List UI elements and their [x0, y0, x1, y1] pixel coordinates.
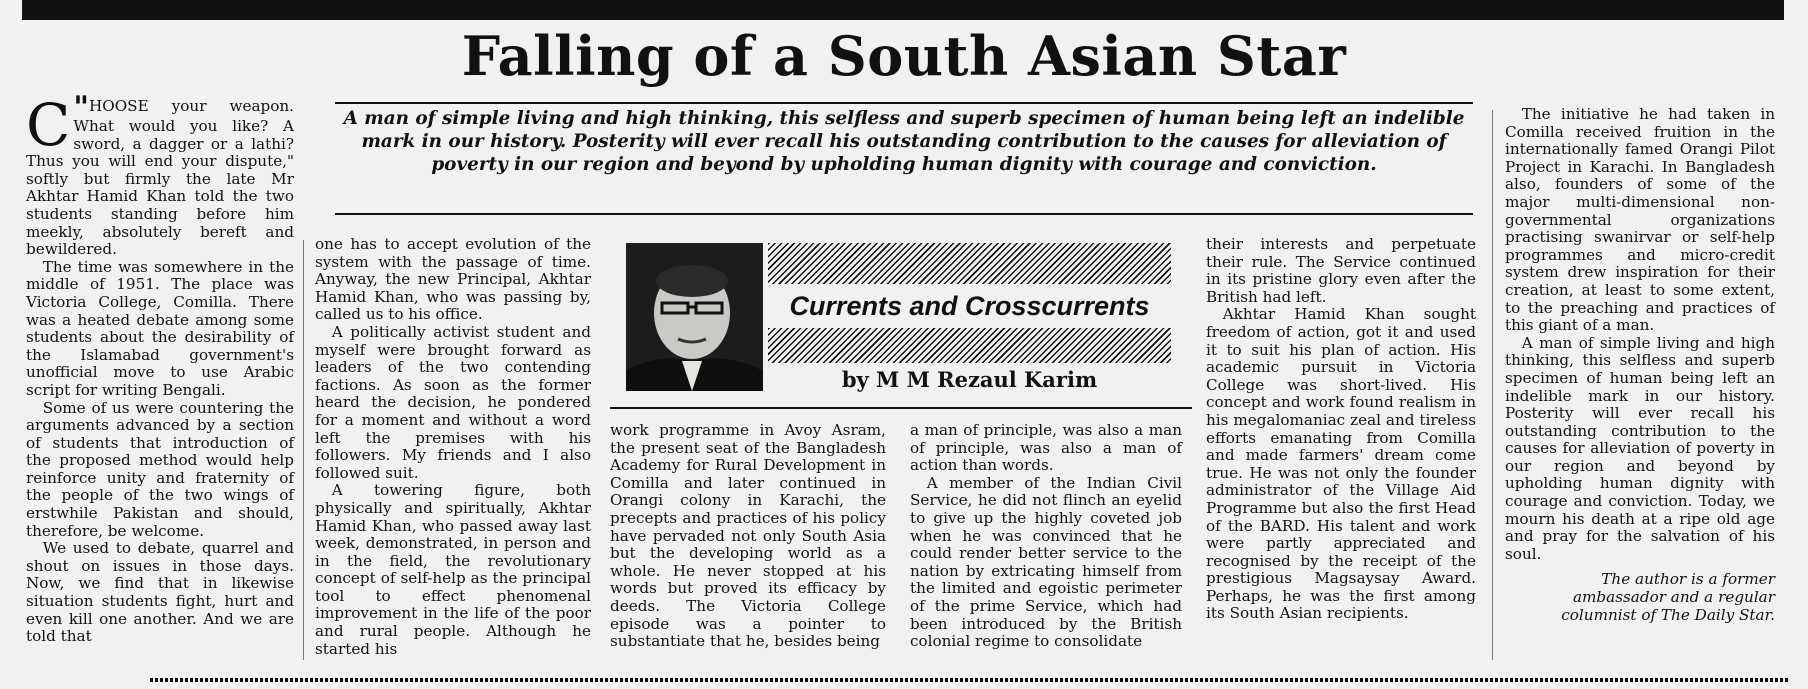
- col5-p2: Akhtar Hamid Khan sought freedom of action, got it and used it to suit his plan of action. His academic pursuit in Victoria College was short-lived. His concept and work found realism in his megalomaniac zeal and tireless efforts emanating from Comilla and made farmers' dream come true. He was not only the founder administrator of the Village Aid Programme but also the first Head of the BARD. His talent and work were partly appreciated and recognised by the receipt of the prestigious Magsaysay Award. Perhaps, he was the first among its South Asian recipients.: [1206, 305, 1476, 623]
- col1-p3: Some of us were countering the arguments advanced by a section of students that introduction of the proposed method would help reinforce unity and fraternity of the people of the two wings of erstwhile Pakistan and should, therefore, be welcome.: [26, 398, 294, 540]
- bottom-dotted-border: [150, 678, 1790, 682]
- column-logo-hatch-top: [768, 243, 1171, 284]
- col1-p2: The time was somewhere in the middle of 1951. The place was Victoria College, Comilla. There was a heated debate among some students about the desirability of the Islamabad government's unofficial move to use Arabic script for writing Bengali.: [26, 257, 294, 399]
- drop-cap: C: [26, 91, 71, 159]
- intro-deck: A man of simple living and high thinking, this selfless and superb specimen of human being left an indelible mark in our history. Posterity will ever recall his outstanding contribution to the causes for alleviation of poverty in our region and beyond by upholding human dignity with courage and conviction.: [343, 108, 1465, 175]
- col2-p1: one has to accept evolution of the system with the passage of time. Anyway, the new Principal, Akhtar Hamid Khan, who was passing by, called us to his office.: [315, 235, 591, 324]
- author-portrait-image: [626, 243, 763, 391]
- column-divider: [1492, 110, 1493, 660]
- top-border-bar: [22, 0, 1784, 20]
- col4-p1: a man of principle, was also a man of principle, was also a man of action than words.: [910, 421, 1182, 475]
- open-quote: ": [73, 90, 90, 125]
- article-column-5: [1206, 236, 1476, 623]
- col1-p4: We used to debate, quarrel and shout on issues in those days. Now, we find that in likewise situation students fight, hurt and even kill one another. And we are told that: [26, 539, 294, 646]
- column-title: Currents and Crosscurrents: [768, 284, 1171, 328]
- col5-p1: their interests and perpetuate their rule. The Service continued in its pristine glory even after the British had left.: [1206, 235, 1476, 306]
- col1-p1: HOOSE your weapon. What would you like? A sword, a dagger or a lathi? Thus you will end your dispute," softly but firmly the late Mr Akhtar Hamid Khan told the two students standing before him meekly, absolutely bereft and bewildered.: [26, 97, 294, 259]
- article-column-3: [610, 422, 886, 651]
- article-column-4: [910, 422, 1182, 651]
- article-column-6: [1505, 106, 1775, 624]
- byline-rule: [610, 407, 1192, 409]
- article-column-2: [315, 236, 591, 658]
- column-logo-hatch-bottom: [768, 328, 1171, 363]
- author-note: The author is a former ambassador and a regular columnist of The Daily Star.: [1561, 570, 1775, 624]
- col2-p3: A towering figure, both physically and spiritually, Akhtar Hamid Khan, who passed away last week, demonstrated, in person and in the field, the revolutionary concept of self-help as the principal tool to effect phenomenal improvement in the life of the poor and rural people. Although he started his: [315, 481, 591, 658]
- col3-p1: work programme in Avoy Asram, the present seat of the Bangladesh Academy for Rural Development in Comilla and later continued in Orangi colony in Karachi, the precepts and practices of his policy have pervaded not only South Asia but the developing world as a whole. He never stopped at his words but proved its efficacy by deeds. The Victoria College episode was a pointer to substantiate that he, besides being: [610, 421, 886, 651]
- col6-p1: The initiative he had taken in Comilla received fruition in the internationally famed Orangi Pilot Project in Karachi. In Bangladesh also, founders of some of the major multi-dimensional non-governmental organizations practising swanirvar or self-help programmes and micro-credit system drew inspiration for their creation, at least to some extent, to the preaching and practices of this giant of a man.: [1505, 105, 1775, 335]
- intro-top-rule: [335, 102, 1473, 104]
- col2-p2: A politically activist student and myself were brought forward as leaders of the two contending factions. As soon as the former heard the decision, he pondered for a moment and without a word left the premises with his followers. My friends and I also followed suit.: [315, 322, 591, 482]
- col1-opening-paragraph: [26, 90, 294, 259]
- col4-p2: A member of the Indian Civil Service, he did not flinch an eyelid to give up the highly coveted job when he was convinced that he could render better service to the nation by extricating himself from the limited and egoistic perimeter of the prime Service, which had been introduced by the British colonial regime to consolidate: [910, 473, 1182, 651]
- author-photo: [626, 243, 763, 391]
- intro-bottom-rule: [335, 213, 1473, 215]
- col6-p2: A man of simple living and high thinking, this selfless and superb specimen of human being left an indelible mark in our history. Posterity will ever recall his outstanding contribution to the causes for alleviation of poverty in our region and beyond by upholding human dignity with courage and conviction. Today, we mourn his death at a ripe old age and pray for the salvation of his soul.: [1505, 333, 1775, 563]
- article-column-1: [26, 90, 294, 646]
- column-divider: [303, 240, 304, 660]
- byline: by M M Rezaul Karim: [841, 367, 1098, 392]
- headline: Falling of a South Asian Star: [461, 24, 1347, 88]
